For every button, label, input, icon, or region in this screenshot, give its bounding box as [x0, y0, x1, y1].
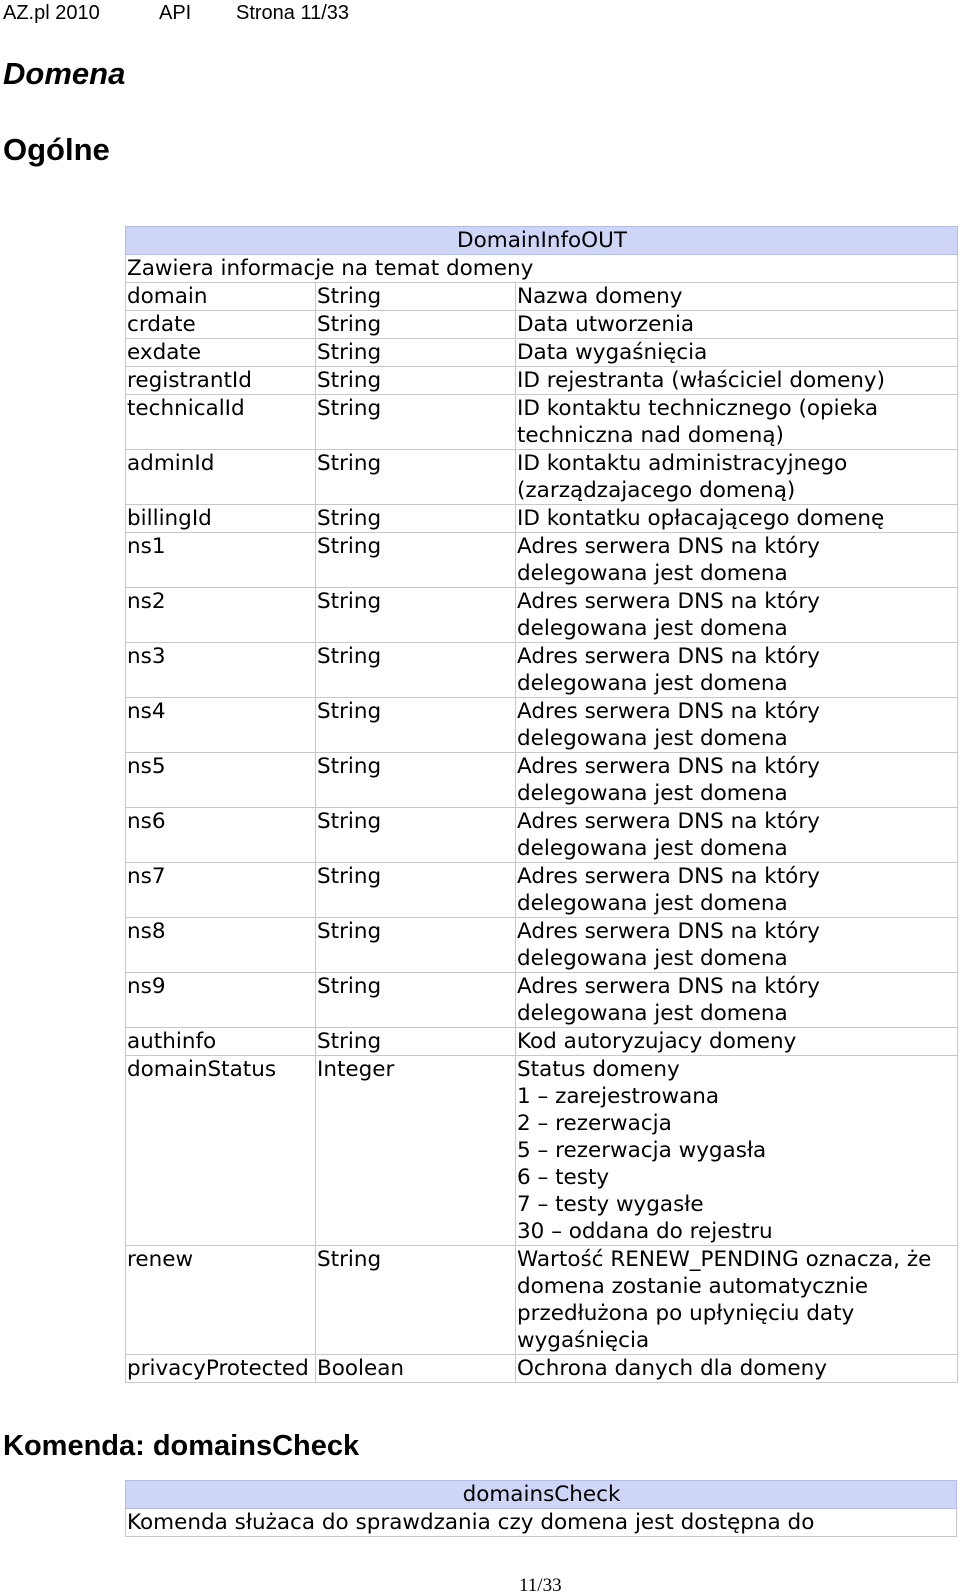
field-type: String	[316, 533, 516, 588]
field-description: Adres serwera DNS na który delegowana jest domena	[516, 973, 958, 1028]
header-section: API	[159, 2, 192, 24]
field-description: Adres serwera DNS na który delegowana jest domena	[516, 863, 958, 918]
table-row	[126, 533, 958, 588]
field-name: ns1	[126, 533, 316, 588]
field-type: String	[316, 588, 516, 643]
field-description: Adres serwera DNS na który delegowana jest domena	[516, 808, 958, 863]
table-description: Komenda służaca do sprawdzania czy domena jest dostępna do	[126, 1509, 957, 1537]
field-description: Adres serwera DNS na który delegowana jest domena	[516, 643, 958, 698]
field-name: ns6	[126, 808, 316, 863]
field-name: ns4	[126, 698, 316, 753]
table-description-row	[126, 1509, 957, 1537]
field-type: String	[316, 339, 516, 367]
table-row	[126, 698, 958, 753]
field-description: ID kontatku opłacającego domenę	[516, 505, 958, 533]
field-type: String	[316, 283, 516, 311]
table-description: Zawiera informacje na temat domeny	[126, 255, 958, 283]
table-row	[126, 863, 958, 918]
field-type: String	[316, 808, 516, 863]
table-row	[126, 339, 958, 367]
table-row	[126, 588, 958, 643]
field-type: String	[316, 367, 516, 395]
field-name: crdate	[126, 311, 316, 339]
field-description: Data utworzenia	[516, 311, 958, 339]
table-row	[126, 918, 958, 973]
field-description: Wartość RENEW_PENDING oznacza, że domena zostanie automatycznie przedłużona po upłynięciu daty wygaśnięcia	[516, 1246, 958, 1355]
table-row	[126, 1246, 958, 1355]
field-type: String	[316, 863, 516, 918]
field-description: Adres serwera DNS na który delegowana jest domena	[516, 918, 958, 973]
field-name: exdate	[126, 339, 316, 367]
field-type: String	[316, 1246, 516, 1355]
field-description: ID kontaktu technicznego (opieka techniczna nad domeną)	[516, 395, 958, 450]
header-page-number: Strona 11/33	[236, 2, 350, 24]
field-name: ns3	[126, 643, 316, 698]
field-type: String	[316, 395, 516, 450]
field-description: Ochrona danych dla domeny	[516, 1355, 958, 1383]
field-description: ID kontaktu administracyjnego (zarządzajacego domeną)	[516, 450, 958, 505]
field-name: authinfo	[126, 1028, 316, 1056]
field-name: domain	[126, 283, 316, 311]
field-type: String	[316, 698, 516, 753]
field-name: ns9	[126, 973, 316, 1028]
field-name: ns7	[126, 863, 316, 918]
heading-komenda: Komenda: domainsCheck	[3, 1430, 360, 1462]
field-description: Adres serwera DNS na który delegowana jest domena	[516, 698, 958, 753]
table-row	[126, 1028, 958, 1056]
field-type: String	[316, 450, 516, 505]
heading-domena: Domena	[3, 56, 126, 91]
table-name: DomainInfoOUT	[126, 227, 958, 255]
page-footer-number: 11/33	[519, 1575, 562, 1596]
field-description: Adres serwera DNS na który delegowana jest domena	[516, 533, 958, 588]
field-name: ns2	[126, 588, 316, 643]
field-name: billingId	[126, 505, 316, 533]
table-row	[126, 1056, 958, 1246]
field-description: Adres serwera DNS na który delegowana jest domena	[516, 753, 958, 808]
field-type: String	[316, 505, 516, 533]
header-company: AZ.pl 2010	[3, 2, 100, 24]
field-name: domainStatus	[126, 1056, 316, 1246]
field-description: Kod autoryzujacy domeny	[516, 1028, 958, 1056]
field-type: String	[316, 753, 516, 808]
table-row	[126, 753, 958, 808]
field-name: registrantId	[126, 367, 316, 395]
table-row	[126, 973, 958, 1028]
domains-check-table	[125, 1480, 957, 1537]
field-name: technicalId	[126, 395, 316, 450]
field-description: Nazwa domeny	[516, 283, 958, 311]
table-row	[126, 808, 958, 863]
field-type: Integer	[316, 1056, 516, 1246]
field-description: Adres serwera DNS na który delegowana jest domena	[516, 588, 958, 643]
table-header-row	[126, 1481, 957, 1509]
field-type: String	[316, 311, 516, 339]
field-name: ns5	[126, 753, 316, 808]
table-row	[126, 395, 958, 450]
field-description: ID rejestranta (właściciel domeny)	[516, 367, 958, 395]
table-name: domainsCheck	[126, 1481, 957, 1509]
table-row	[126, 367, 958, 395]
field-type: String	[316, 918, 516, 973]
field-name: adminId	[126, 450, 316, 505]
table-row	[126, 450, 958, 505]
field-type: String	[316, 973, 516, 1028]
heading-ogolne: Ogólne	[3, 132, 110, 167]
table-description-row	[126, 255, 958, 283]
field-description: Status domeny 1 – zarejestrowana 2 – rezerwacja 5 – rezerwacja wygasła 6 – testy 7 – testy wygasłe 30 – oddana do rejestru	[516, 1056, 958, 1246]
field-type: String	[316, 1028, 516, 1056]
table-header-row	[126, 227, 958, 255]
field-type: String	[316, 643, 516, 698]
table-row	[126, 505, 958, 533]
domain-info-table	[125, 226, 958, 1383]
field-name: ns8	[126, 918, 316, 973]
table-row	[126, 311, 958, 339]
table-row	[126, 283, 958, 311]
table-row	[126, 643, 958, 698]
field-name: privacyProtected	[126, 1355, 316, 1383]
table-row	[126, 1355, 958, 1383]
field-description: Data wygaśnięcia	[516, 339, 958, 367]
field-type: Boolean	[316, 1355, 516, 1383]
field-name: renew	[126, 1246, 316, 1355]
